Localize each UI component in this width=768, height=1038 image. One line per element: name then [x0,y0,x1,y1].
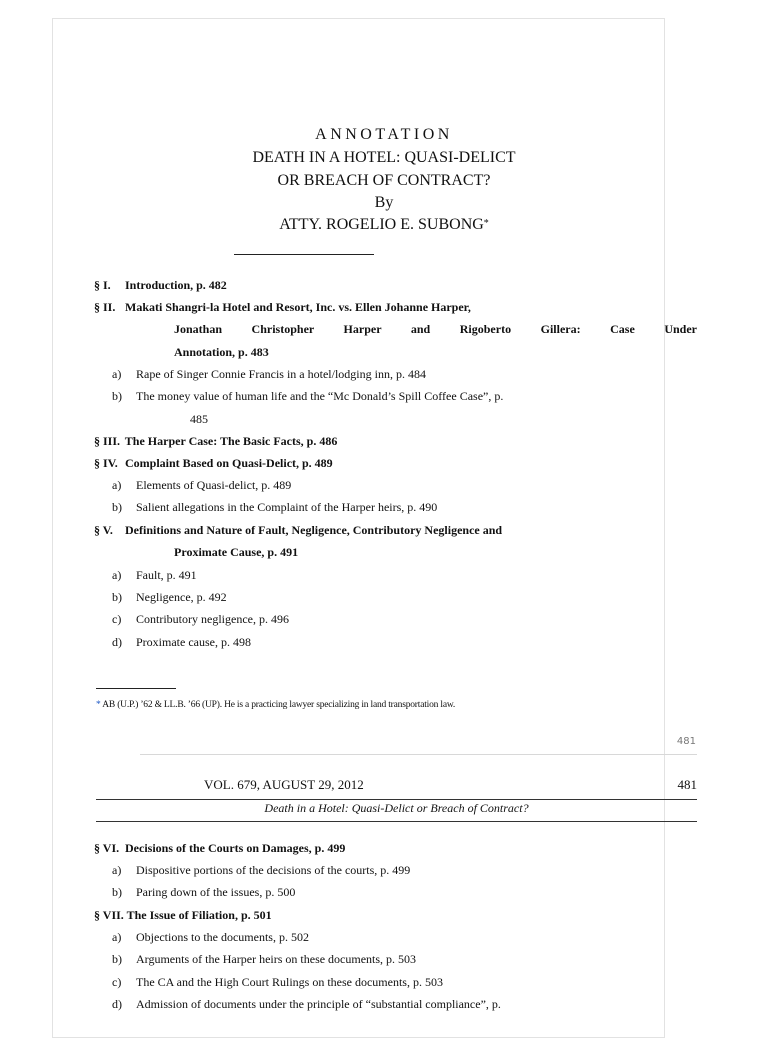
author-footnote-mark: * [483,218,489,229]
subitem-letter: d) [112,997,122,1011]
page-separator [140,754,697,755]
toc-subitem [112,971,697,994]
author-line [0,216,768,234]
section-number: § VII. [94,908,124,922]
subitem-letter: c) [112,612,122,626]
toc-subitem [112,859,697,882]
toc-section-4 [94,452,697,475]
section-title-line-1: Definitions and Nature of Fault, Negligence, Contributory Negligence and [125,523,503,537]
section-title: Complaint Based on Quasi-Delict, p. 489 [125,456,333,470]
subitem-letter: b) [112,590,122,604]
section-title-line-1: Makati Shangri-la Hotel and Resort, Inc. vs. Ellen Johanne Harper, [125,300,471,314]
footnote [96,700,688,710]
subitem-text: Rape of Singer Connie Francis in a hotel/lodging inn, p. 484 [136,367,426,381]
subitem-text-cont: 485 [190,412,208,426]
toc-subitem [112,474,697,497]
subitem-text: Elements of Quasi-delict, p. 489 [136,478,292,492]
toc-section-3 [94,430,697,453]
page-number: 481 [676,736,696,747]
toc-section-2-cont [174,318,697,341]
section-title: Introduction, p. 482 [125,278,227,292]
running-head-rule-bottom [96,821,697,822]
section-number: § I. [94,278,111,292]
subitem-text: Admission of documents under the principle of “substantial compliance”, p. [136,997,501,1011]
subitem-letter: d) [112,635,122,649]
section-title: The Issue of Filiation, p. 501 [126,908,272,922]
running-head-rule-top [96,799,697,800]
section-title: The Harper Case: The Basic Facts, p. 486 [124,434,338,448]
subitem-text: Salient allegations in the Complaint of the Harper heirs, p. 490 [136,500,438,514]
section-title-line-2: Jonathan Christopher Harper and Rigoberto Gillera: Case Under [174,322,697,336]
subitem-letter: a) [112,863,122,877]
annotation-label: ANNOTATION [315,126,453,143]
subitem-letter: a) [112,367,122,381]
section-number: § II. [94,300,116,314]
subitem-text: Dispositive portions of the decisions of the courts, p. 499 [136,863,411,877]
by-line: By [374,194,394,211]
toc-subitem [112,993,697,1016]
subitem-text: The CA and the High Court Rulings on these documents, p. 503 [136,975,443,989]
section-title: Decisions of the Courts on Damages, p. 499 [125,841,346,855]
toc-section-2-cont2 [174,341,697,364]
toc-subitem [112,586,697,609]
subitem-text: Fault, p. 491 [136,568,197,582]
author-name: ATTY. ROGELIO E. SUBONG [279,216,484,233]
subitem-letter: a) [112,568,122,582]
toc-subitem [112,608,697,631]
toc-subitem [112,881,697,904]
subitem-letter: a) [112,930,122,944]
footnote-text: AB (U.P.) ’62 & LL.B. ’66 (UP). He is a practicing lawyer specializing in land transportation law. [102,700,456,710]
section-number: § III. [94,434,121,448]
subitem-letter: b) [112,389,122,403]
subitem-text: Contributory negligence, p. 496 [136,612,289,626]
toc-section-1 [94,274,697,297]
toc-section-5-cont [174,541,697,564]
subitem-text: Proximate cause, p. 498 [136,635,251,649]
subitem-letter: b) [112,500,122,514]
running-head-title: Death in a Hotel: Quasi-Delict or Breach of Contract? [264,801,529,815]
title-line-2: OR BREACH OF CONTRACT? [277,172,491,189]
toc-subitem-cont [190,408,697,431]
toc-section-7 [94,904,697,927]
title-divider [234,254,374,255]
toc-subitem [112,385,697,408]
toc-section-2 [94,296,697,319]
running-head-volume: VOL. 679, AUGUST 29, 2012 [204,777,364,792]
section-title-line-2: Proximate Cause, p. 491 [174,545,299,559]
subitem-letter: b) [112,952,122,966]
subitem-text: The money value of human life and the “Mc Donald’s Spill Coffee Case”, p. [136,389,504,403]
toc-subitem [112,631,697,654]
footnote-mark: * [96,700,101,710]
subitem-letter: c) [112,975,122,989]
footnote-divider [96,688,176,689]
subitem-letter: a) [112,478,122,492]
running-head-page: 481 [677,777,697,792]
toc-subitem [112,564,697,587]
toc-subitem [112,948,697,971]
subitem-letter: b) [112,885,122,899]
toc-section-6 [94,837,697,860]
section-number: § IV. [94,456,118,470]
section-number: § V. [94,523,113,537]
toc-subitem [112,363,697,386]
subitem-text: Paring down of the issues, p. 500 [136,885,296,899]
section-number: § VI. [94,841,120,855]
toc-section-5 [94,519,697,542]
subitem-text: Negligence, p. 492 [136,590,227,604]
section-title-line-3: Annotation, p. 483 [174,345,269,359]
toc-subitem [112,926,697,949]
subitem-text: Objections to the documents, p. 502 [136,930,309,944]
subitem-text: Arguments of the Harper heirs on these documents, p. 503 [136,952,417,966]
title-line-1: DEATH IN A HOTEL: QUASI-DELICT [252,149,516,166]
toc-subitem [112,496,697,519]
